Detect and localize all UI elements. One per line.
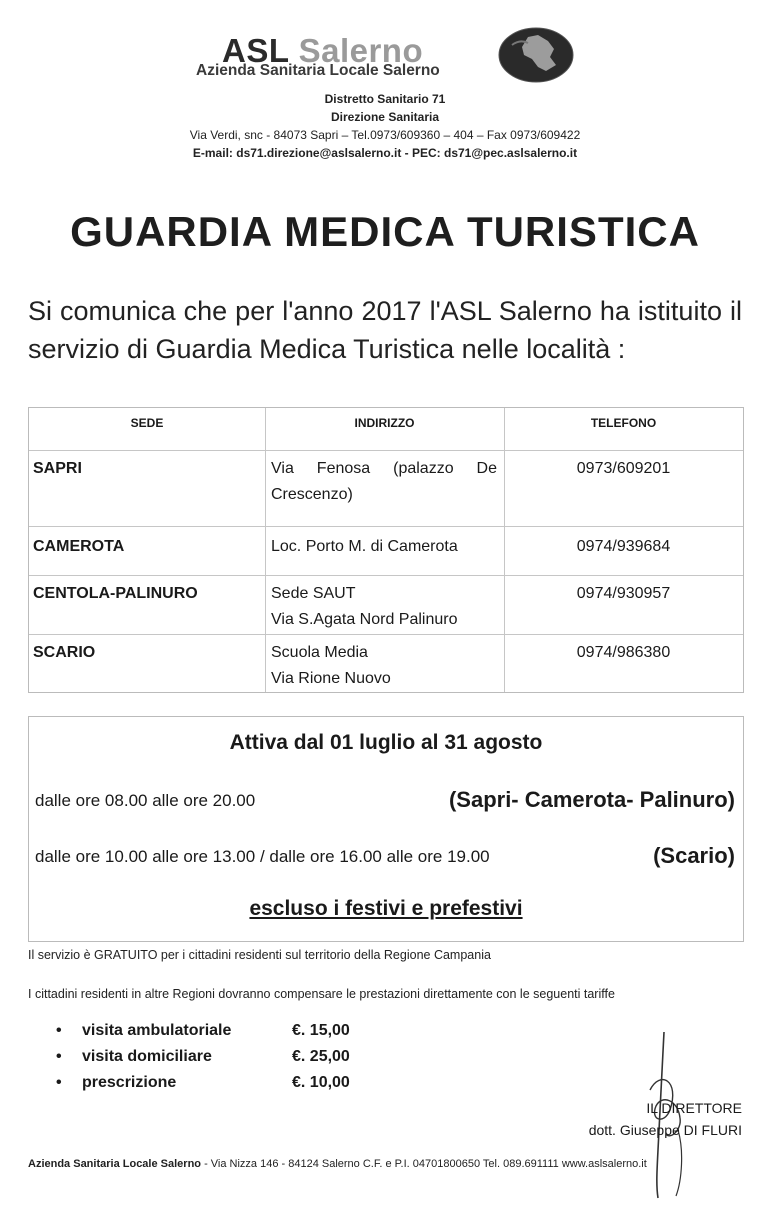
address-line: Via Verdi, snc - 84073 Sapri – Tel.0973/609360 – 404 – Fax 0973/609422: [189, 128, 581, 142]
hours-exclusion: escluso i festivi e prefestivi: [249, 897, 523, 920]
table-cell-sede: CENTOLA-PALINURO: [33, 585, 198, 602]
hours-places-2: (Scario): [653, 843, 735, 868]
signature-name: dott. Giuseppe DI FLURI: [588, 1122, 742, 1138]
bullet-icon: •: [56, 1022, 62, 1039]
hours-title: Attiva dal 01 luglio al 31 agosto: [229, 731, 543, 754]
logo-asl-text: ASL: [222, 32, 289, 69]
logo-subtitle: Azienda Sanitaria Locale Salerno: [196, 62, 440, 79]
table-cell-sede: SCARIO: [33, 644, 96, 661]
list-item: • prescrizione €. 10,00: [56, 1074, 350, 1091]
table-cell-sede: SAPRI: [33, 460, 82, 477]
table-header-indirizzo: INDIRIZZO: [354, 416, 415, 430]
hours-places-1: (Sapri- Camerota- Palinuro): [448, 787, 735, 812]
hours-line-1: dalle ore 08.00 alle ore 20.00: [35, 791, 256, 810]
email-line: E-mail: ds71.direzione@aslsalerno.it - PEC: ds71@pec.aslsalerno.it: [192, 146, 578, 160]
hours-box: [28, 716, 744, 942]
footer-org: Azienda Sanitaria Locale Salerno: [28, 1158, 202, 1170]
table-cell-sede: CAMEROTA: [33, 538, 125, 555]
direction-line: Direzione Sanitaria: [330, 110, 440, 124]
table-cell-phone: 0974/986380: [576, 644, 671, 661]
table-cell-address: Scuola Media Via Rione Nuovo: [271, 644, 391, 687]
table-cell-phone: 0973/609201: [576, 460, 671, 477]
logo-salerno-text: Salerno: [298, 32, 424, 69]
page-title: GUARDIA MEDICA TURISTICA: [70, 208, 700, 255]
table-cell-address: Sede SAUT Via S.Agata Nord Palinuro: [271, 585, 458, 628]
signature-role: IL DIRETTORE: [646, 1100, 742, 1116]
hours-line-2: dalle ore 10.00 alle ore 13.00 / dalle ore 16.00 alle ore 19.00: [35, 847, 490, 866]
table-cell-address: Loc. Porto M. di Camerota: [271, 538, 458, 555]
table-cell-phone: 0974/930957: [576, 585, 671, 602]
free-service-note: Il servizio è GRATUITO per i cittadini residenti sul territorio della Regione Campania: [28, 948, 491, 962]
footer-details: - Via Nizza 146 - 84124 Salerno C.F. e P.I. 04701800650 Tel. 089.691111 www.aslsalerno.it: [201, 1158, 647, 1170]
table-cell-phone: 0974/939684: [576, 538, 671, 555]
footer: [28, 1158, 647, 1170]
bullet-icon: •: [56, 1048, 62, 1065]
other-regions-note: I cittadini residenti in altre Regioni dovranno compensare le prestazioni direttamente con le seguenti tariffe: [28, 987, 615, 1001]
table-cell-address: Via Fenosa (palazzo De Crescenzo): [271, 460, 497, 503]
list-item: • visita ambulatoriale €. 15,00: [56, 1022, 350, 1039]
list-item: • visita domiciliare €. 25,00: [56, 1048, 350, 1065]
globe-logo-icon: [498, 27, 574, 83]
bullet-icon: •: [56, 1074, 62, 1091]
locations-table: [28, 407, 744, 693]
table-header-sede: SEDE: [130, 416, 164, 430]
intro-paragraph: Si comunica che per l'anno 2017 l'ASL Salerno ha istituito il servizio di Guardia Medica Turistica nelle località :: [28, 296, 742, 364]
district-line: Distretto Sanitario 71: [324, 92, 446, 106]
table-header-telefono: TELEFONO: [590, 416, 657, 430]
